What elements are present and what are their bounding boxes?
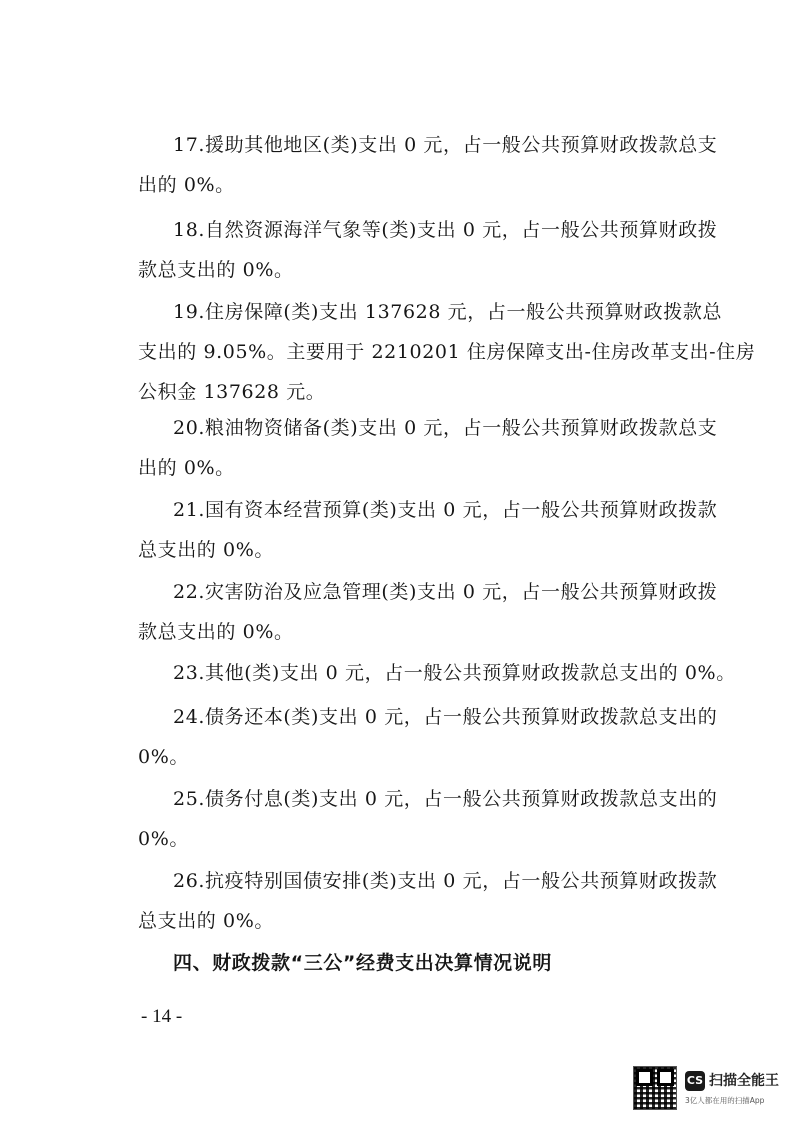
paragraph-line: 款总支出的 0%。: [138, 259, 294, 281]
paragraph-line: 款总支出的 0%。: [138, 621, 294, 643]
watermark-app-name: 扫描全能王: [709, 1073, 779, 1089]
paragraph-23: [138, 653, 736, 693]
watermark-tagline: 3亿人都在用的扫描App: [685, 1096, 765, 1105]
paragraph-line: 0%。: [138, 828, 189, 850]
paragraph-24: [138, 697, 718, 777]
paragraph-line: 17.援助其他地区(类)支出 0 元，占一般公共预算财政拨款总支: [173, 134, 718, 156]
paragraph-line: 19.住房保障(类)支出 137628 元，占一般公共预算财政拨款总: [173, 301, 723, 323]
section-heading: 四、财政拨款“三公”经费支出决算情况说明: [173, 952, 552, 974]
paragraph-line: 24.债务还本(类)支出 0 元，占一般公共预算财政拨款总支出的: [173, 706, 718, 728]
paragraph-line: 总支出的 0%。: [138, 539, 274, 561]
scanner-watermark: [633, 1066, 783, 1112]
paragraph-21: [138, 490, 718, 570]
paragraph-26: [138, 861, 718, 941]
paragraph-line: 25.债务付息(类)支出 0 元，占一般公共预算财政拨款总支出的: [173, 788, 718, 810]
paragraph-25: [138, 779, 718, 859]
paragraph-18: [138, 210, 718, 290]
paragraph-line: 出的 0%。: [138, 174, 235, 196]
paragraph-line: 公积金 137628 元。: [138, 381, 326, 403]
paragraph-19: [138, 292, 756, 412]
qr-code-icon: [633, 1066, 677, 1110]
paragraph-line: 0%。: [138, 746, 189, 768]
paragraph-20: [138, 408, 718, 488]
paragraph-line: 支出的 9.05%。主要用于 2210201 住房保障支出-住房改革支出-住房: [138, 341, 756, 363]
paragraph-22: [138, 572, 718, 652]
paragraph-line: 22.灾害防治及应急管理(类)支出 0 元，占一般公共预算财政拨: [173, 581, 718, 603]
camscanner-logo-icon: CS: [685, 1071, 705, 1091]
page-number: - 14 -: [141, 1006, 183, 1027]
paragraph-line: 18.自然资源海洋气象等(类)支出 0 元，占一般公共预算财政拨: [173, 219, 718, 241]
paragraph-line: 21.国有资本经营预算(类)支出 0 元，占一般公共预算财政拨款: [173, 499, 718, 521]
paragraph-line: 出的 0%。: [138, 457, 235, 479]
paragraph-17: [138, 125, 718, 205]
paragraph-line: 20.粮油物资储备(类)支出 0 元，占一般公共预算财政拨款总支: [173, 417, 718, 439]
paragraph-line: 26.抗疫特别国债安排(类)支出 0 元，占一般公共预算财政拨款: [173, 870, 718, 892]
paragraph-line: 23.其他(类)支出 0 元，占一般公共预算财政拨款总支出的 0%。: [173, 662, 736, 684]
paragraph-line: 总支出的 0%。: [138, 910, 274, 932]
